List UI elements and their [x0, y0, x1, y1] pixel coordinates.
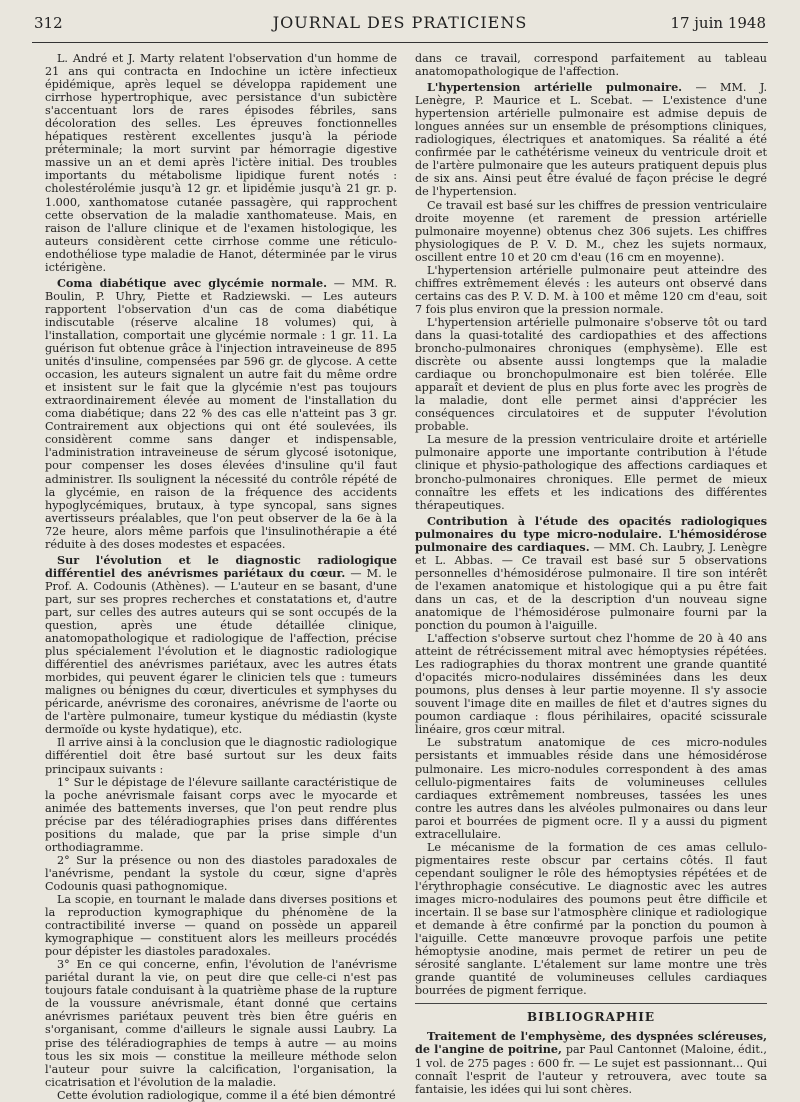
- paragraph: Ce travail est basé sur les chiffres de pression ventriculaire droite moyenne (et rarement de pression artérielle pulmonaire moyenne) obtenus chez 306 sujets. Les chiffres physiologiques de P. V. D. M., chez les sujets normaux, oscillent entre 10 et 20 cm d'eau (16 cm en moyenne).: [415, 198, 767, 264]
- section-text: — MM. J. Lenègre, P. Maurice et L. Scebat. — L'existence d'une hypertension artérielle pulmonaire est admise depuis de longues années sur un ensemble de présomptions cliniques, radiologiques, électriques et anatomiques. Sa réalité a été confirmée par le cathétérisme veineux du ventricule droit et de l'artère pulmonaire que les auteurs pratiquent depuis plus de six ans. Ainsi peut être évalué de façon précise le degré de l'hypertension.: [415, 81, 768, 199]
- section-hemosiderose: [415, 515, 767, 632]
- section-text: — MM. R. Boulin, P. Uhry, Piette et Radziewski. — Les auteurs rapportent l'observation d'un cas de coma diabétique indiscutable (réserve alcaline 18 volumes) qui, à l'installation, comportait une glycémie normale : 1 gr. 11. La guérison fut obtenue grâce à l'injection intraveineuse de 895 unités d'insuline, compensées par 596 gr. de glycose. A cette occasion, les auteurs signalent un autre fait du même ordre et insistent sur le fait que la glycémie n'est pas toujours extraordinairement élevée au moment de l'installation du coma diabétique; dans 22 % des cas elle n'atteint pas 3 gr. Contrairement aux objections qui ont été soulevées, ils considèrent comme sans danger et indispensable, l'administration intraveineuse de sérum glycosé isotonique, pour compenser les doses élevées d'insuline qu'il faut administrer. Ils soulignent la nécessité du contrôle répété de la glycémie, en raison de la fréquence des accidents hypoglycémiques, brutaux, à type syncopal, sans signes avertisseurs préalables, que l'on peut observer de la 6e à la 72e heure, alors même parfois que l'insulinothérapie a été réduite à des doses modestes et espacées.: [45, 276, 397, 551]
- page-header: [0, 0, 800, 46]
- paragraph: La mesure de la pression ventriculaire droite et artérielle pulmonaire apporte une importante contribution à l'étude clinique et physio-pathologique des affections cardiaques et broncho-pulmonaires chroniques. Elle permet de mieux connaître les effets et les indications des différentes thérapeutiques.: [415, 433, 767, 512]
- book-text: par Paul Cantonnet (Maloine, édit., 1 vol. de 275 pages : 600 fr. — Le sujet est passionnant... Qui connaît l'esprit de l'auteur y retrouvera, avec toute sa fantaisie, les idées qui lui sont chères.: [415, 1043, 767, 1096]
- paragraph: L'hypertension artérielle pulmonaire peut atteindre des chiffres extrêmement élevés : les auteurs ont observé dans certains cas des P. V. D. M. à 100 et même 120 cm d'eau, soit 7 fois plus environ que la pression normale.: [415, 263, 767, 316]
- paragraph: La scopie, en tournant le malade dans diverses positions et la reproduction kymographique du phénomène de la contractibilité inverse — quand on possède un appareil kymographique — constituent alors les meilleurs procédés pour dépister les diastoles paradoxales.: [45, 893, 397, 959]
- issue-date: 17 juin 1948: [670, 14, 766, 32]
- bibliography-entry: [415, 1030, 767, 1095]
- bibliography-heading: BIBLIOGRAPHIE: [415, 1011, 767, 1024]
- left-column: [45, 52, 397, 1102]
- section-hypertension: [415, 81, 767, 198]
- paragraph: 1° Sur le dépistage de l'élevure saillante caractéristique de la poche anévrismale faisant corps avec le myocarde et animée des battements inverses, que l'on peut rendre plus précise par des téléradiographies prises dans différentes positions du malade, que par la prise simple d'un orthodiagramme.: [45, 775, 397, 854]
- section-title: Contribution à l'étude des opacités radiologiques pulmonaires du type micro-nodulaire. L'hémosidérose pulmonaire des cardiaques.: [415, 513, 767, 554]
- paragraph: L'affection s'observe surtout chez l'homme de 20 à 40 ans atteint de rétrécissement mitral avec hémoptysies répétées. Les radiographies du thorax montrent une grande quantité d'opacités micro-nodulaires disséminées dans les deux poumons, plus denses à leur partie moyenne. Il s'y associe souvent l'image dite en mailles de filet et d'autres signes du poumon cardiaque : flous périhilaires, opacité scissurale linéaire, gros cœur mitral.: [415, 632, 767, 737]
- paragraph: 3° En ce qui concerne, enfin, l'évolution de l'anévrisme pariétal durant la vie, on peut dire que celle-ci n'est pas toujours fatale conduisant à la quatrième phase de la rupture de la voussure anévrismale, étant donné que certains anévrismes pariétaux peuvent très bien être guéris en s'organisant, comme d'ailleurs le signale aussi Laubry. La prise des téléradiographies de temps à autre — au moins tous les six mois — constitue la meilleure méthode selon l'auteur pour suivre la calcification, l'organisation, la cicatrisation et l'évolution de la maladie.: [45, 958, 397, 1089]
- section-coma-diabetique: [45, 277, 397, 551]
- section-title: L'hypertension artérielle pulmonaire.: [427, 80, 683, 95]
- paragraph: Le mécanisme de la formation de ces amas cellulo-pigmentaires reste obscur par certains côtés. Il faut cependant souligner le rôle des hémoptysies répétées et de l'érythrophagie consécutive. Le diagnostic avec les autres images micro-nodulaires des poumons peut être difficile et incertain. Il se base sur l'atmosphère clinique et radiologique et demande à être confirmé par la ponction du poumon à l'aiguille. Cette manœuvre provoque parfois une petite hémoptysie anodine, mais permet de retirer un peu de sérosité sanglante. L'étalement sur lame montre une très grande quantité de volumineuses cellules cardiaques bourrées de pigment ferrique.: [415, 840, 767, 998]
- header-rule: [32, 42, 768, 43]
- section-text: — MM. Ch. Laubry, J. Lenègre et L. Abbas. — Ce travail est basé sur 5 observations personnelles d'hémosidérose pulmonaire. Il tire son intérêt de l'examen anatomique et histologique qui a pu être fait dans un cas, et de la description d'un nouveau signe anatomique de l'hémosidérose pulmonaire fourni par la ponction du poumon à l'aiguille.: [415, 540, 767, 633]
- section-title: Sur l'évolution et le diagnostic radiologique différentiel des anévrismes pariétaux du cœur.: [45, 552, 397, 580]
- section-text: — M. le Prof. A. Codounis (Athènes). — L'auteur en se basant, d'une part, sur ses propres recherches et constatations et, d'autre part, sur celles des autres auteurs qui se sont occupés de la question, après une étude détaillée clinique, anatomopathologique et radiologique de l'affection, précise plus spécialement l'évolution et le diagnostic radiologique différentiel des anévrismes pariétaux, avec les autres états morbides, qui peuvent égarer le clinicien tels que : tumeurs malignes ou bénignes du cœur, diverticules et symphyses du péricarde, anévrisme des coronaires, anévrisme de l'aorte ou de l'artère pulmonaire, tumeur kystique du médiastin (kyste dermoïde ou kyste hydatique), etc.: [45, 566, 397, 737]
- paragraph: L'hypertension artérielle pulmonaire s'observe tôt ou tard dans la quasi-totalité des cardiopathies et des affections broncho-pulmonaires chroniques (emphysème). Elle est discrète ou absente aussi longtemps que la maladie cardiaque ou bronchopulmonaire est bien tolérée. Elle apparaît et devient de plus en plus forte avec les progrès de la maladie, dont elle permet ainsi d'apprécier les conséquences circulatoires et de supputer l'évolution probable.: [415, 315, 767, 434]
- right-column: [415, 52, 767, 1096]
- paragraph: Il arrive ainsi à la conclusion que le diagnostic radiologique différentiel doit être basé surtout sur les deux faits principaux suivants :: [45, 736, 397, 776]
- paragraph: 2° Sur la présence ou non des diastoles paradoxales de l'anévrisme, pendant la systole du cœur, signe d'après Codounis quasi pathognomique.: [45, 853, 397, 893]
- page-number: 312: [34, 14, 63, 32]
- paragraph: dans ce travail, correspond parfaitement au tableau anatomopathologique de l'affection.: [415, 52, 767, 79]
- paragraph: Le substratum anatomique de ces micro-nodules persistants et immuables réside dans une hémosidérose pulmonaire. Les micro-nodules correspondent à des amas cellulo-pigmentaires faits de volumineuses cellules cardiaques extrêmement nombreuses, tassées les unes contre les autres dans les alvéoles pulmonaires ou dans leur paroi et bourrées de pigment ocre. Il y a aussi du pigment extracellulaire.: [415, 736, 767, 841]
- journal-title: JOURNAL DES PRATICIENS: [272, 13, 528, 32]
- section-title: Coma diabétique avec glycémie normale.: [57, 275, 327, 290]
- section-anevrismes: [45, 554, 397, 737]
- paragraph: Cette évolution radiologique, comme il a été bien démontré: [57, 1088, 396, 1102]
- paragraph: L. André et J. Marty relatent l'observation d'un homme de 21 ans qui contracta en Indochine un ictère infectieux épidémique, après lequel se développa rapidement une cirrhose hypertrophique, avec persistance d'un subictère s'accentuant lors de rares épisodes fébriles, sans décoloration des selles. Les épreuves fonctionnelles hépatiques restèrent excellentes jusqu'à la période préterminale; la mort survint par hémorragie digestive massive un an et demi après l'ictère initial. Des troubles importants du métabolisme lipidique furent notés : cholestérolémie jusqu'à 12 gr. et lipidémie jusqu'à 21 gr. p. 1.000, xanthomatose cutanée passagère, qui rapprochent cette observation de la maladie xanthomateuse. Mais, en raison de l'allure clinique et de l'examen histologique, les auteurs considèrent cette cirrhose comme une réticulo-endothéliose type maladie de Hanot, déterminée par le virus ictérigène.: [45, 52, 397, 274]
- book-title: Traitement de l'emphysème, des dyspnées scléreuses, de l'angine de poitrine,: [415, 1029, 767, 1057]
